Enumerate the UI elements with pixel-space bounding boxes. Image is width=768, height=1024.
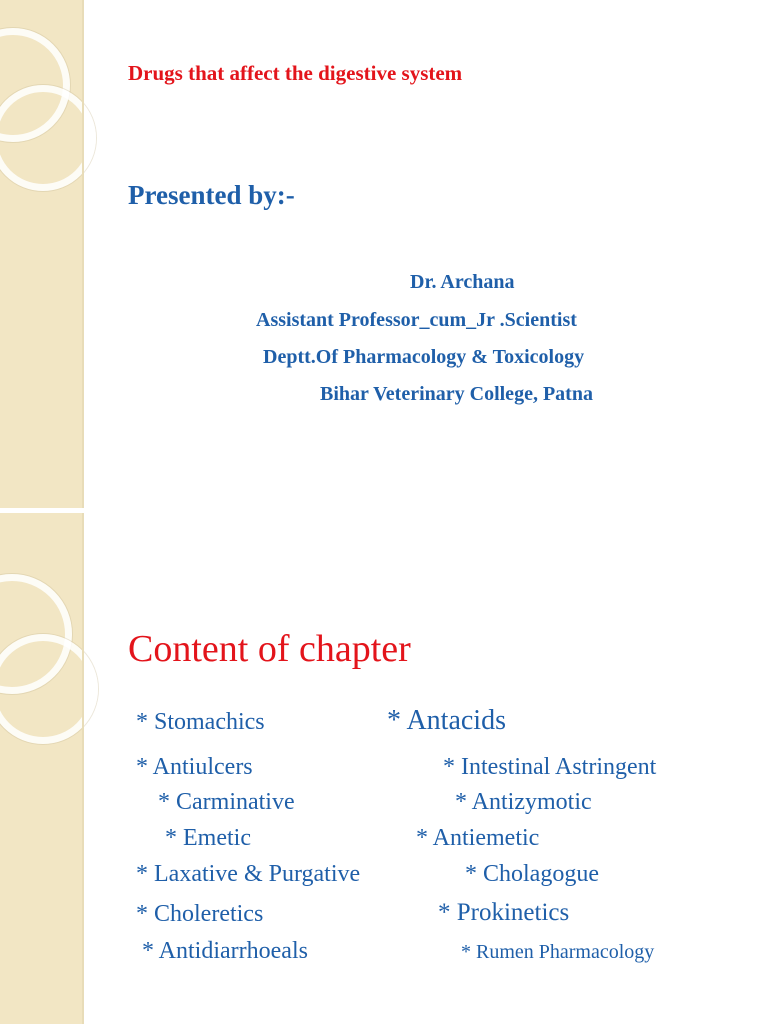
content-item: * Cholagogue (465, 861, 599, 887)
content-item: * Antizymotic (455, 789, 592, 815)
content-item: * Antidiarrhoeals (142, 938, 308, 964)
slide-sidebar (0, 0, 82, 512)
content-item: * Antiemetic (416, 825, 540, 851)
content-item: * Prokinetics (438, 899, 570, 926)
slide-title: Drugs that affect the digestive system (128, 61, 463, 85)
content-item: * Emetic (165, 825, 251, 851)
content-item: * Laxative & Purgative (136, 861, 361, 887)
content-item: * Antacids (387, 705, 506, 736)
content-item: * Antiulcers (136, 754, 253, 780)
sidebar-edge (82, 512, 84, 1024)
presenter-position: Assistant Professor_cum_Jr .Scientist (256, 309, 577, 331)
content-item: * Stomachics (136, 709, 265, 735)
presenter-institution: Bihar Veterinary College, Patna (320, 383, 593, 405)
slide-title: Content of chapter (128, 628, 411, 670)
slide-2 (0, 512, 768, 1024)
content-item: * Choleretics (136, 901, 264, 927)
content-item: * Carminative (158, 789, 295, 815)
presenter-name: Dr. Archana (410, 271, 515, 293)
slide-divider (0, 508, 768, 513)
slide-sidebar (0, 512, 82, 1024)
presented-by-heading: Presented by:- (128, 180, 295, 210)
presenter-department: Deptt.Of Pharmacology & Toxicology (263, 346, 585, 368)
content-item: * Rumen Pharmacology (461, 941, 655, 963)
content-item: * Intestinal Astringent (443, 754, 657, 780)
sidebar-edge (82, 0, 84, 512)
